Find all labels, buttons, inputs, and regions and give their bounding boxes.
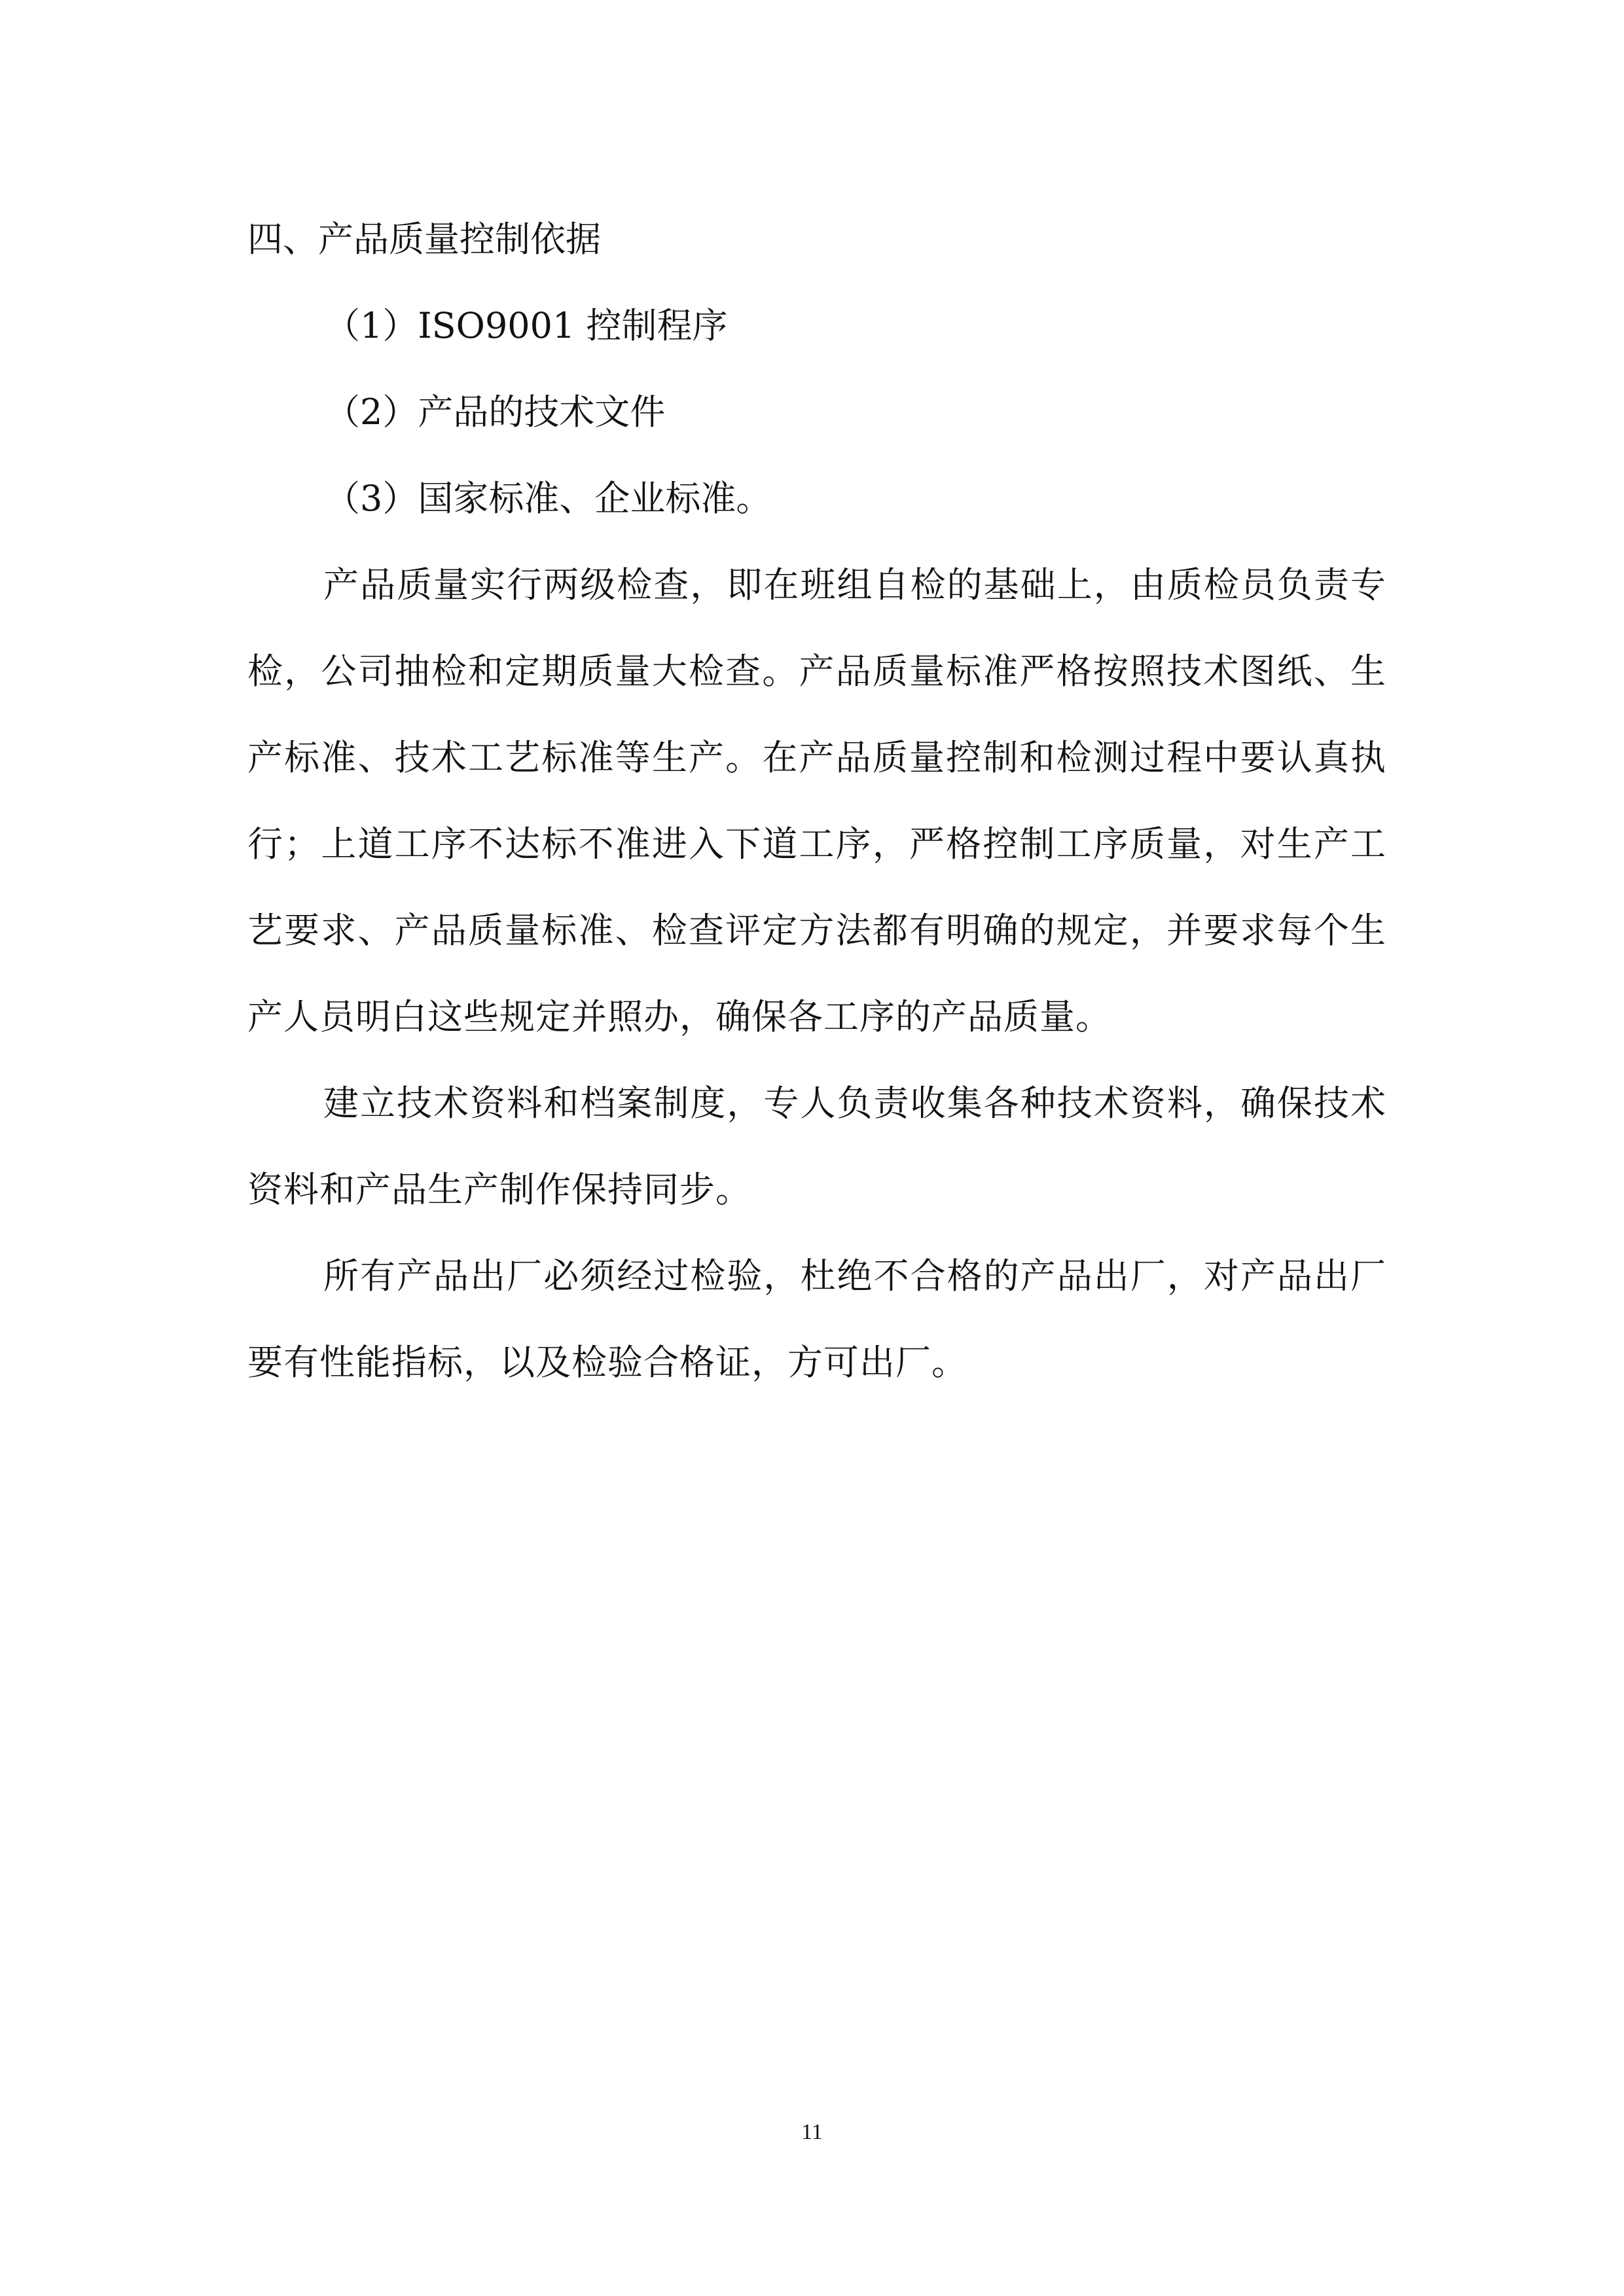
page-body	[247, 196, 1386, 1406]
paragraph-technical-records: 建立技术资料和档案制度，专人负责收集各种技术资料，确保技术资料和产品生产制作保持同步。	[247, 1083, 1386, 1210]
list-item: （2）产品的技术文件	[325, 391, 666, 433]
list-item: （3）国家标准、企业标准。	[325, 478, 772, 519]
page-number: 11	[801, 2120, 823, 2144]
section-title: 四、产品质量控制依据	[247, 219, 601, 260]
paragraph-factory-inspection: 所有产品出厂必须经过检验，杜绝不合格的产品出厂，对产品出厂要有性能指标，以及检验合格证，方可出厂。	[247, 1255, 1386, 1383]
paragraph-two-level-inspection: 产品质量实行两级检查，即在班组自检的基础上，由质检员负责专检，公司抽检和定期质量大检查。产品质量标准严格按照技术图纸、生产标准、技术工艺标准等生产。在产品质量控制和检测过程中要认真执行；上道工序不达标不准进入下道工序，严格控制工序质量，对生产工艺要求、产品质量标准、检查评定方法都有明确的规定，并要求每个生产人员明白这些规定并照办，确保各工序的产品质量。	[247, 564, 1386, 1037]
basis-list	[247, 283, 1386, 542]
list-item: （1）ISO9001 控制程序	[325, 305, 728, 346]
